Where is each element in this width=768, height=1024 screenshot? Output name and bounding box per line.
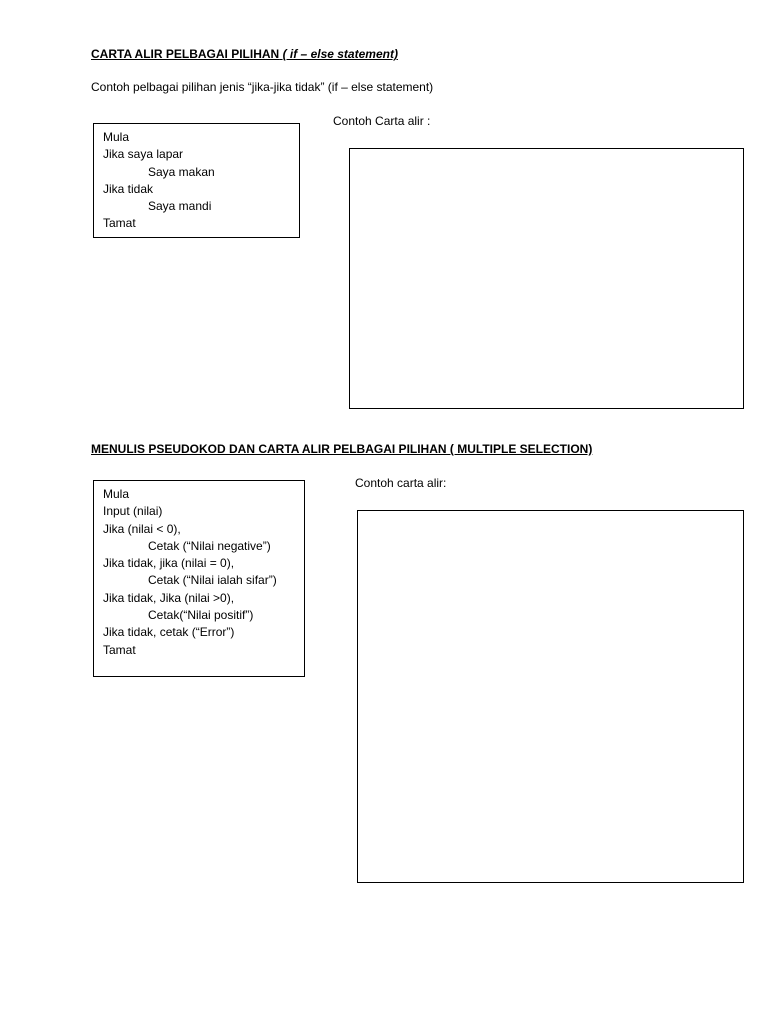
- section1-heading: [91, 47, 398, 61]
- pseudocode-line: Saya makan: [148, 164, 215, 179]
- section1-pseudocode: [103, 129, 215, 233]
- section2-pseudocode-box: [93, 480, 305, 677]
- pseudocode-line: Jika tidak: [103, 181, 154, 196]
- pseudocode-line: Tamat: [103, 642, 136, 657]
- pseudocode-line: Input (nilai): [103, 504, 163, 519]
- section2-flowchart-area: [357, 510, 744, 883]
- pseudocode-line: Jika tidak, cetak (“Error”): [103, 625, 235, 640]
- section1-chart-label: Contoh Carta alir :: [333, 114, 431, 128]
- section2-pseudocode: [103, 486, 277, 659]
- pseudocode-line: Jika (nilai < 0),: [103, 521, 181, 536]
- pseudocode-line: Cetak(“Nilai positif”): [148, 608, 254, 623]
- section2-chart-label: Contoh carta alir:: [355, 476, 447, 490]
- pseudocode-line: Mula: [103, 487, 130, 501]
- pseudocode-line: Mula: [103, 130, 130, 144]
- section2-heading: MENULIS PSEUDOKOD DAN CARTA ALIR PELBAGAI PILIHAN ( MULTIPLE SELECTION): [91, 442, 593, 456]
- pseudocode-line: Tamat: [103, 216, 136, 231]
- section1-pseudocode-box: [93, 123, 300, 238]
- section1-heading-text: CARTA ALIR PELBAGAI PILIHAN: [91, 47, 280, 61]
- pseudocode-line: Saya mandi: [148, 199, 212, 214]
- section1-heading-italic: ( if – else statement): [282, 47, 398, 61]
- pseudocode-line: Jika saya lapar: [103, 147, 184, 162]
- pseudocode-line: Jika tidak, Jika (nilai >0),: [103, 590, 235, 605]
- section1-flowchart-area: [349, 148, 744, 409]
- pseudocode-line: Cetak (“Nilai ialah sifar”): [148, 573, 277, 588]
- pseudocode-line: Cetak (“Nilai negative”): [148, 538, 271, 553]
- section1-description: Contoh pelbagai pilihan jenis “jika-jika tidak” (if – else statement): [91, 80, 434, 94]
- pseudocode-line: Jika tidak, jika (nilai = 0),: [103, 556, 235, 571]
